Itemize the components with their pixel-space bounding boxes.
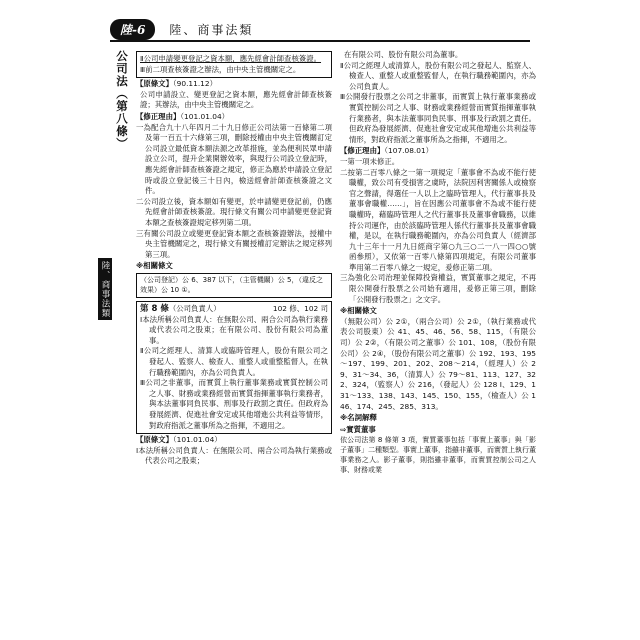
original-text-continued: Ⅲ公開發行股票之公司之非董事，而實質上執行董事業務或實質控制公司之人事、財務或業務經營而實質指揮董事執行業務者，與本法董事同負民事、刑事及行政罰之責任。但政府為發展經濟、促進社會安定或其他增進公共利益等情形，對政府指派之董事所為之指揮，不適用之。	[340, 92, 536, 144]
amendment-reason-item: 三有關公司設立或變更登記資本額之查核簽證辦法，授權中央主管機關定之，現行條文有關授權訂定辦法之規定移列第三項。	[136, 228, 332, 259]
amendment-reason-item: 一為配合九十八年四月二十九日修正公司法第一百條第二項及第一百五十六條第三項，刪除授權由中央主管機關訂定公司設立最低資本額法源之改革措施，並為便利民眾申請設立公司，提升企業開辦效率，與現行公司設立登記時，應先經會計師查核簽證之規定，修正為應於申請設立登記時或設立登記後三十日內，檢送經會計師查核簽證之文件。	[136, 122, 332, 196]
amendment-reason-heading: 【修正理由】（101.01.04）	[136, 111, 230, 121]
related-articles-text: （無限公司）公 2①，（兩合公司）公 2①，（執行業務或代表公司股東）公 41、45、46、56、58、115，（有限公司）公 2②，（有限公司之董事）公 101、108，（股份有限公司）公 2④，（股份有限公司之董事）公 192、193、195～197、199、201、202、208～214，（經理人）公 29、31～34、36，（清算人）公 79～81、113、127、322、324，（監察人）公 216，（發起人）公 128 I、129、131～133、138、143、145、150、155，（檢查人）公 146、174、245、285、313。	[340, 316, 536, 411]
amendment-reason-item: 二公司設立後，資本額如有變更，於申請變更登記前，仍應先經會計師查核簽證。現行條文有關公司申請變更登記資本額之查核簽證規定移列第二項。	[136, 196, 332, 227]
prior-article-item: Ⅲ前二項查核簽證之辦法，由中央主管機關定之。	[140, 64, 301, 74]
article-number: 第 8 條	[140, 304, 169, 315]
amendment-reason-item: 一第一項未修正。	[340, 156, 400, 166]
right-column	[340, 50, 536, 475]
amendment-reason-heading-2: 【修正理由】（107.08.01）	[340, 146, 434, 156]
amendment-reason-item: 二按第二百零八條之一第一項規定「董事會不為或不能行使職權，致公司有受損害之虞時，法院因利害關係人或檢察官之聲請，得選任一人以上之臨時管理人，代行董事長及董事會職權……」，旨在因應公司董事會不為或不能行使職權時，藉臨時管理人之代行董事長及董事會職務，以維持公司運作，由於該臨時管理人係代行董事長及董事會職權，是以，在執行職務範圍內，亦為公司負責人（經濟部九十三年十一月九日經商字第○九三○二一八一四○○號函參照），又依第一百零八條第四項規定，有限公司董事準用第二百零八條之一規定，爰修正第二項。	[340, 167, 536, 272]
book-section-title: 陸、商事法類	[169, 22, 254, 37]
original-text-heading-2: 【原條文】（101.01.04）	[136, 435, 222, 445]
section-side-tab: 陸、商事法類	[98, 258, 112, 320]
prior-article-box	[136, 51, 332, 78]
original-text-continued: 在有限公司、股份有限公司為董事。	[344, 50, 463, 59]
article-paragraph: Ⅱ公司之經理人、清算人或臨時管理人，股份有限公司之發起人、監察人、檢查人、重整人或重整監督人，在執行職務範圍內，亦為公司負責人。	[140, 346, 328, 377]
term-title: ⇨實質董事	[340, 424, 376, 434]
original-text: 公司申請設立、變更登記之資本額，應先經會計師查核簽證；其辦法，由中央主管機關定之。	[140, 89, 332, 110]
article-8-box	[136, 301, 332, 434]
term-definition: 依公司法第 8 條第 3 項，實質董事包括「事實上董事」與「影子董事」二種類型。事實上董事，指雖非董事，而實質上執行董事業務之人。影子董事，則指雖非董事，而實質控制公司之人事、財務或業	[340, 436, 536, 475]
article-paragraph: Ⅰ本法所稱公司負責人：在無限公司、兩合公司為執行業務或代表公司之股東；在有限公司、股份有限公司為董事。	[140, 314, 328, 345]
law-vertical-title: 公司法（第八條）	[115, 50, 129, 150]
related-articles-box: （公司登記）公 6、387 以下，（主管機關）公 5，（違反之效果）公 10 ①。	[136, 273, 332, 298]
original-text-2: Ⅰ本法所稱公司負責人：在無限公司、兩合公司為執行業務或代表公司之股東；	[136, 445, 332, 466]
original-text-continued: Ⅱ公司之經理人或清算人，股份有限公司之發起人、監察人、檢查人、重整人或重整監督人，在執行職務範圍內，亦為公司負責人。	[340, 60, 536, 91]
article-8-header	[140, 304, 328, 315]
prior-article-item: Ⅱ公司申請變更登記之資本額，應先經會計師查核簽證。	[140, 54, 322, 63]
related-articles-heading-2: ※相關條文	[340, 306, 377, 316]
term-explanation-heading: ※名詞解釋	[340, 413, 377, 423]
left-column	[136, 50, 332, 467]
article-paragraph: Ⅲ公司之非董事，而實質上執行董事業務或實質控制公司之人事、財務或業務經營而實質指揮董事執行業務者，與本法董事同負民事、刑事及行政罰之責任。但政府為發展經濟、促進社會安定或其他增進公共利益等情形，對政府指派之董事所為之指揮，不適用之。	[140, 378, 328, 430]
amendment-reason-item: 三為強化公司治理並保障投資權益，實質董事之規定，不再限公開發行股票之公司始有適用，爰修正第三項，刪除「公開發行股票之」之文字。	[340, 273, 536, 304]
related-articles-heading: ※相關條文	[136, 261, 173, 271]
article-exam-dates: 102 修、102 司	[272, 304, 328, 314]
original-text-heading: 【原條文】（90.11.12）	[136, 79, 217, 89]
page-number-badge: 陸-6	[110, 19, 155, 40]
page-header	[110, 18, 530, 42]
article-subtitle: （公司負責人）	[168, 304, 221, 314]
